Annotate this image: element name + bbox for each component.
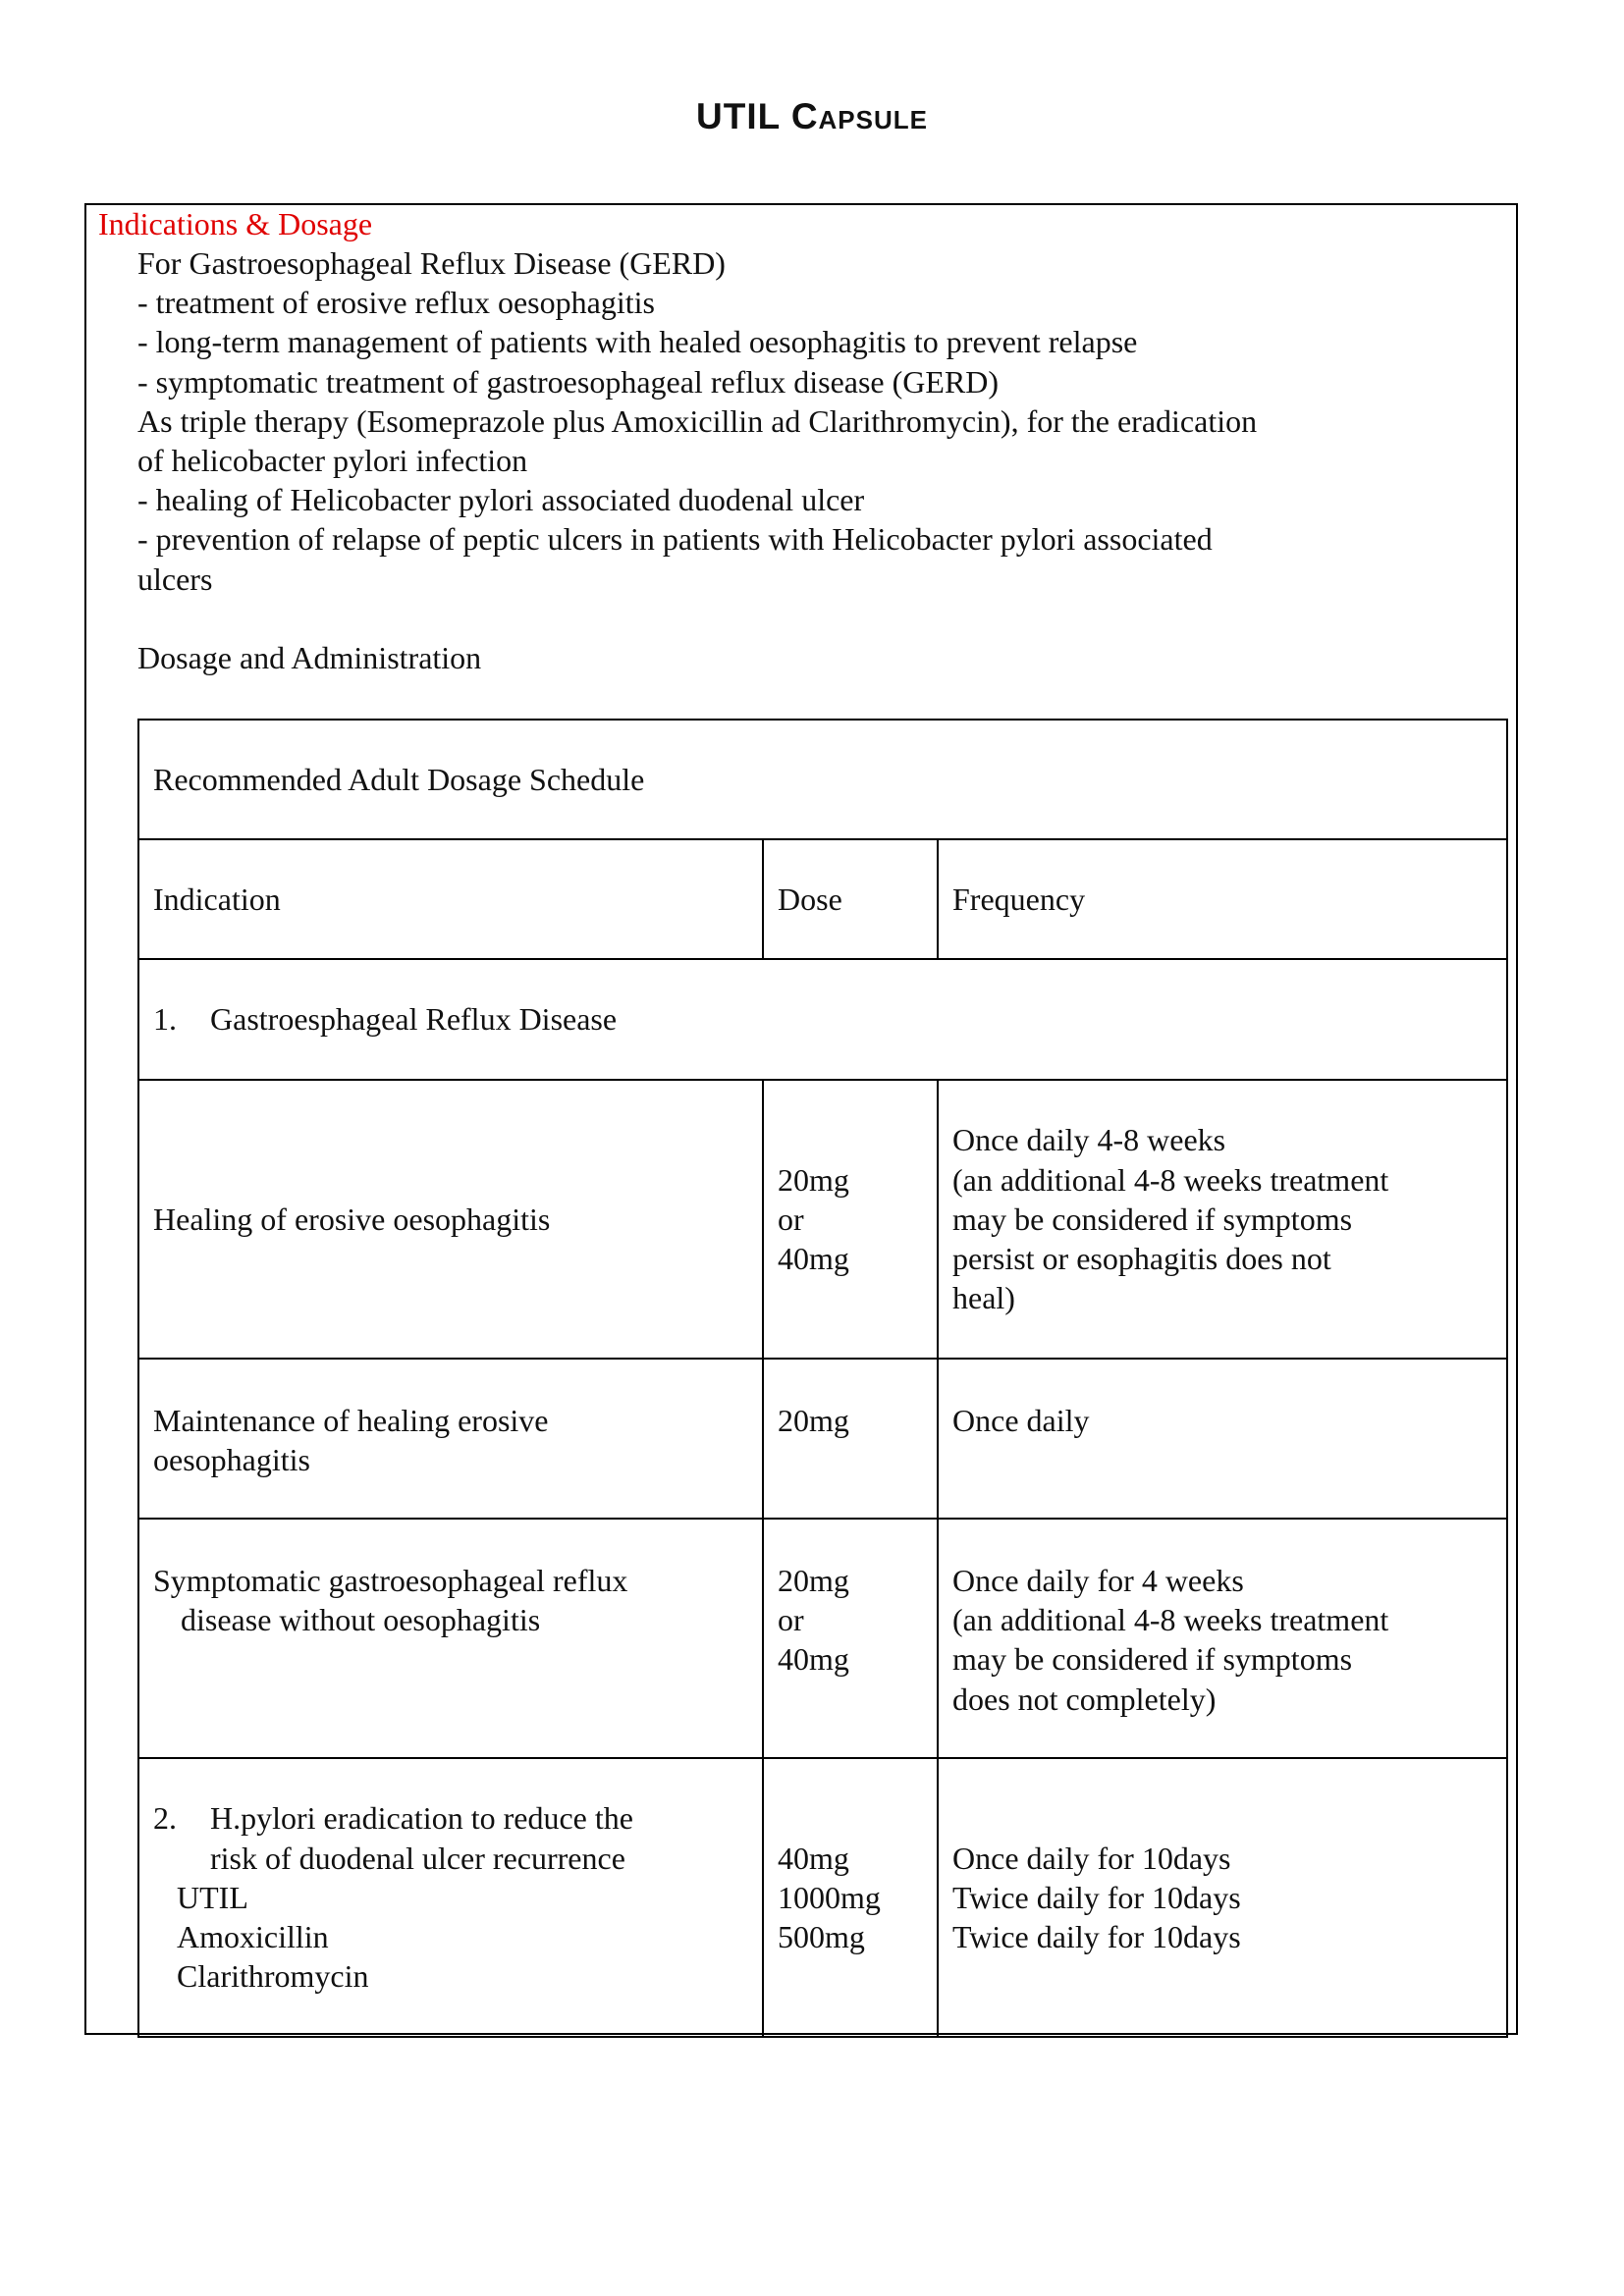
cell-text: 1000mg (778, 1879, 881, 1915)
table-header-row (138, 839, 1507, 959)
cell-text: persist or esophagitis does not (952, 1241, 1331, 1277)
frequency-cell (938, 1359, 1507, 1519)
cell-text: 20mg (778, 1403, 849, 1438)
table-row (138, 1359, 1507, 1519)
indication-line: - symptomatic treatment of gastroesophageal reflux disease (GERD) (137, 363, 1000, 400)
header-frequency: Frequency (938, 839, 1507, 959)
frequency-cell (938, 1758, 1507, 2037)
indications-text (137, 243, 1502, 677)
table-caption: Recommended Adult Dosage Schedule (138, 720, 1507, 839)
indication-line: of helicobacter pylori infection (137, 443, 528, 479)
header-indication: Indication (138, 839, 763, 959)
cell-text: disease without oesophagitis (181, 1602, 541, 1638)
section-label: Gastroesphageal Reflux Disease (210, 1001, 618, 1038)
cell-text: heal) (952, 1280, 1015, 1316)
indication-line: - prevention of relapse of peptic ulcers in patients with Helicobacter pylori associated (137, 521, 1213, 558)
indication-line: ulcers (137, 561, 213, 597)
indication-line: - healing of Helicobacter pylori associated duodenal ulcer (137, 482, 865, 518)
cell-text: may be considered if symptoms (952, 1641, 1353, 1678)
indication-line: For Gastroesophageal Reflux Disease (GERD) (137, 245, 726, 281)
cell-text: Once daily for 10days (952, 1840, 1231, 1876)
indication-cell (138, 1758, 763, 2037)
document-title: UTIL Capsule (696, 96, 928, 136)
header-dose: Dose (763, 839, 938, 959)
cell-text: Once daily 4-8 weeks (952, 1122, 1226, 1158)
cell-text: H.pylori eradication to reduce the (210, 1800, 633, 1837)
cell-text: may be considered if symptoms (952, 1201, 1353, 1237)
cell-text: does not completely) (952, 1681, 1217, 1717)
cell-text: 40mg (778, 1641, 849, 1678)
table-row (138, 1519, 1507, 1758)
indication-line: - long-term management of patients with healed oesophagitis to prevent relapse (137, 324, 1138, 360)
cell-text: 40mg (778, 1840, 849, 1876)
cell-text: (an additional 4-8 weeks treatment (952, 1161, 1389, 1198)
cell-text: or (778, 1201, 804, 1237)
cell-text: Twice daily for 10days (952, 1879, 1241, 1915)
table-row (138, 1758, 1507, 2037)
indication-cell (138, 1359, 763, 1519)
cell-text: 500mg (778, 1919, 865, 1955)
dose-cell (763, 1080, 938, 1359)
drug-name: Clarithromycin (177, 1958, 369, 1995)
indication-cell (138, 1519, 763, 1758)
cell-text: Once daily for 4 weeks (952, 1563, 1244, 1598)
cell-text: Once daily (952, 1403, 1090, 1438)
section-1-label (138, 959, 1507, 1080)
cell-text: Maintenance of healing erosive (153, 1403, 549, 1438)
cell-text: Twice daily for 10days (952, 1919, 1241, 1955)
cell-text: 40mg (778, 1241, 849, 1277)
frequency-cell (938, 1080, 1507, 1359)
table-row (138, 720, 1507, 839)
cell-text: 20mg (778, 1161, 849, 1198)
cell-text: Symptomatic gastroesophageal reflux (153, 1563, 628, 1598)
indication-line: - treatment of erosive reflux oesophagitis (137, 285, 655, 321)
dose-cell (763, 1359, 938, 1519)
dosage-table (137, 719, 1508, 2038)
blank-line (137, 599, 1502, 638)
indication-cell (138, 1080, 763, 1359)
indications-heading: Indications & Dosage (98, 206, 373, 241)
cell-text: 20mg (778, 1563, 849, 1598)
dose-cell (763, 1758, 938, 2037)
cell-text: risk of duodenal ulcer recurrence (210, 1840, 625, 1876)
dose-cell (763, 1519, 938, 1758)
cell-text: Healing of erosive oesophagitis (153, 1201, 551, 1237)
indication-line: As triple therapy (Esomeprazole plus Amoxicillin ad Clarithromycin), for the eradication (137, 402, 1258, 439)
cell-text: oesophagitis (153, 1442, 310, 1478)
table-row (138, 1080, 1507, 1359)
table-row (138, 959, 1507, 1080)
cell-text: (an additional 4-8 weeks treatment (952, 1602, 1389, 1638)
drug-name: UTIL (177, 1879, 248, 1915)
drug-name: Amoxicillin (177, 1919, 329, 1955)
section-number: 1. (153, 1001, 177, 1038)
dosage-subheading: Dosage and Administration (137, 639, 482, 675)
cell-text: or (778, 1602, 804, 1638)
frequency-cell (938, 1519, 1507, 1758)
section-number: 2. (153, 1800, 177, 1837)
